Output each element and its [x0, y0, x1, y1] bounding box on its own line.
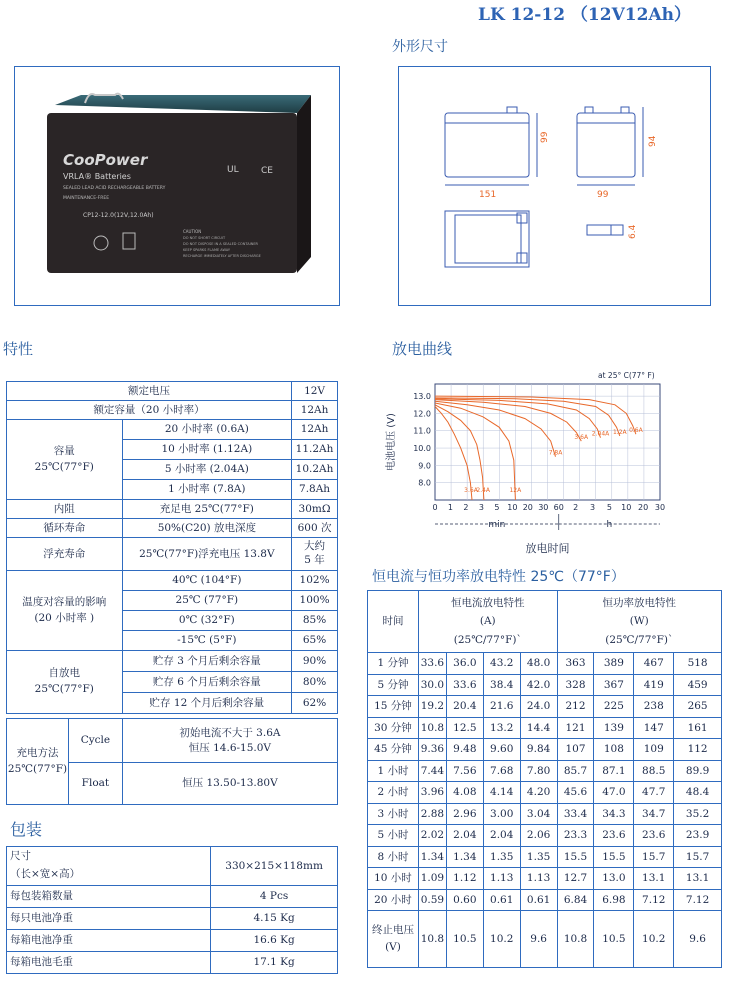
current-cell: 0.61 — [483, 889, 520, 911]
end-voltage-cell: 10.2 — [483, 911, 520, 968]
curve-label: 1.2A — [612, 428, 627, 436]
power-cell: 23.6 — [594, 825, 634, 847]
current-cell: 2.02 — [418, 825, 446, 847]
rated-voltage-value: 12V — [292, 382, 338, 401]
discharge-curve-chart — [380, 362, 680, 560]
self-discharge-row-label: 贮存 3 个月后剩余容量 — [122, 651, 292, 672]
packing-row-value: 16.6 Kg — [211, 930, 338, 952]
current-cell: 9.36 — [418, 739, 446, 761]
current-cell: 1.09 — [418, 868, 446, 890]
current-cell: 2.88 — [418, 803, 446, 825]
current-header — [418, 591, 557, 653]
end-voltage-label — [368, 911, 419, 968]
table-row — [7, 847, 338, 886]
cycle-value-2: 恒压 14.6-15.0V — [188, 741, 272, 754]
power-header-3: (25℃/77°F)` — [605, 633, 674, 646]
power-header-2: (W) — [629, 615, 649, 628]
current-cell: 2.04 — [483, 825, 520, 847]
temp-effect-row-label: 25℃ (77°F) — [122, 591, 292, 611]
current-cell: 7.68 — [483, 760, 520, 782]
time-cell: 20 小时 — [368, 889, 419, 911]
power-cell: 419 — [634, 674, 674, 696]
power-cell: 328 — [557, 674, 594, 696]
time-cell: 2 小时 — [368, 782, 419, 804]
temp-effect-label-1: 温度对容量的影响 — [22, 595, 107, 608]
current-cell: 33.6 — [446, 674, 483, 696]
y-tick-label: 12.0 — [413, 409, 431, 419]
curve-label: 3.6A — [574, 434, 589, 442]
current-cell: 2.06 — [520, 825, 557, 847]
maint-text: MAINTENANCE-FREE — [63, 196, 110, 201]
cycle-life-value: 600 次 — [292, 519, 338, 538]
dim-length: 151 — [479, 190, 497, 200]
power-cell: 87.1 — [594, 760, 634, 782]
x-unit-min: min — [488, 520, 506, 530]
ul-mark: UL — [227, 165, 239, 175]
current-header-3: (25℃/77°F)` — [453, 633, 522, 646]
current-cell: 7.44 — [418, 760, 446, 782]
current-cell: 0.61 — [520, 889, 557, 911]
end-voltage-cell: 10.2 — [634, 911, 674, 968]
battery-photo-frame — [14, 66, 340, 306]
current-cell: 10.8 — [418, 717, 446, 739]
power-cell: 15.7 — [674, 846, 722, 868]
y-tick-label: 10.0 — [413, 444, 431, 454]
current-cell: 7.56 — [446, 760, 483, 782]
characteristics-heading: 特性 — [3, 340, 34, 358]
current-cell: 48.0 — [520, 653, 557, 675]
capacity-label-text: 容量 — [53, 444, 75, 457]
end-voltage-cell: 10.8 — [418, 911, 446, 968]
table-header-row — [368, 591, 722, 653]
x-tick-label: 20 — [638, 503, 649, 512]
current-cell: 0.59 — [418, 889, 446, 911]
power-cell: 15.5 — [557, 846, 594, 868]
charge-method-label-2: 25℃(77°F) — [7, 762, 68, 775]
table-row — [7, 382, 338, 401]
power-cell: 147 — [634, 717, 674, 739]
self-discharge-label — [7, 651, 123, 714]
rated-capacity-label: 额定容量（20 小时率） — [7, 401, 292, 420]
power-cell: 7.12 — [634, 889, 674, 911]
table-row — [7, 719, 338, 763]
dim-height-2: 94 — [648, 135, 658, 147]
packing-size-label-1: 尺寸 — [10, 850, 31, 863]
table-row — [7, 571, 338, 591]
internal-resistance-cond: 充足电 25℃(77°F) — [122, 500, 292, 519]
table-row — [368, 846, 722, 868]
current-cell: 20.4 — [446, 696, 483, 718]
power-cell: 161 — [674, 717, 722, 739]
end-voltage-cell: 9.6 — [520, 911, 557, 968]
time-cell: 15 分钟 — [368, 696, 419, 718]
dimension-drawing — [399, 67, 710, 305]
packing-table — [6, 846, 338, 974]
current-header-1: 恒电流放电特性 — [450, 596, 525, 609]
curve-label: 7.8A — [548, 449, 563, 457]
discharge-table — [367, 590, 722, 968]
table-row — [368, 739, 722, 761]
cycle-value-1: 初始电流不大于 3.6A — [179, 726, 281, 739]
float-life-value-1: 大约 — [304, 540, 326, 553]
desc-text: SEALED LEAD ACID RECHARGEABLE BATTERY — [63, 186, 166, 191]
power-cell: 34.7 — [634, 803, 674, 825]
capacity-row-value: 11.2Ah — [292, 440, 338, 460]
power-cell: 34.3 — [594, 803, 634, 825]
curve-label: 3.6A — [464, 487, 478, 494]
table-row — [368, 825, 722, 847]
power-cell: 23.6 — [634, 825, 674, 847]
time-cell: 45 分钟 — [368, 739, 419, 761]
current-cell: 14.4 — [520, 717, 557, 739]
vrla-text: VRLA® Batteries — [63, 172, 131, 181]
current-cell: 13.2 — [483, 717, 520, 739]
packing-size-label-2: （长×宽×高） — [10, 868, 81, 880]
current-cell: 4.20 — [520, 782, 557, 804]
float-life-value — [292, 538, 338, 571]
capacity-row-label: 1 小时率 (7.8A) — [122, 480, 292, 500]
x-tick-label: 60 — [553, 503, 564, 512]
table-row — [7, 886, 338, 908]
current-cell: 21.6 — [483, 696, 520, 718]
power-cell: 23.3 — [557, 825, 594, 847]
current-cell: 30.0 — [418, 674, 446, 696]
end-voltage-row — [368, 911, 722, 968]
end-voltage-cell: 9.6 — [674, 911, 722, 968]
power-cell: 467 — [634, 653, 674, 675]
end-voltage-cell: 10.5 — [446, 911, 483, 968]
cycle-value — [122, 719, 337, 763]
curve-label: 12A — [509, 487, 522, 494]
current-cell: 4.08 — [446, 782, 483, 804]
table-row — [368, 782, 722, 804]
time-cell: 5 分钟 — [368, 674, 419, 696]
power-cell: 107 — [557, 739, 594, 761]
power-cell: 6.98 — [594, 889, 634, 911]
table-row — [368, 803, 722, 825]
power-cell: 48.4 — [674, 782, 722, 804]
characteristics-table — [6, 381, 338, 714]
power-cell: 15.5 — [594, 846, 634, 868]
power-cell: 33.4 — [557, 803, 594, 825]
curve-label: 2.4A — [476, 487, 491, 494]
caution-line-1: DO NOT SHORT CIRCUIT — [183, 236, 226, 240]
capacity-row-label: 20 小时率 (0.6A) — [122, 420, 292, 440]
x-tick-label: 1 — [447, 503, 454, 512]
end-voltage-label-2: (V) — [385, 941, 401, 953]
temp-effect-row-label: 0℃ (32°F) — [122, 611, 292, 631]
packing-row-label: 每包装箱数量 — [7, 886, 211, 908]
table-row — [7, 952, 338, 974]
power-cell: 23.9 — [674, 825, 722, 847]
self-discharge-row-value: 90% — [292, 651, 338, 672]
y-tick-label: 9.0 — [418, 461, 431, 471]
self-discharge-label-2: 25℃(77°F) — [34, 683, 94, 695]
table-row — [7, 651, 338, 672]
power-cell: 13.1 — [674, 868, 722, 890]
dimensions-heading: 外形尺寸 — [392, 39, 448, 55]
current-cell: 1.34 — [446, 846, 483, 868]
table-row — [7, 930, 338, 952]
dim-height-1: 99 — [540, 131, 550, 143]
capacity-temp-text: 25℃(77°F) — [34, 460, 94, 473]
capacity-row-label: 10 小时率 (1.12A) — [122, 440, 292, 460]
power-cell: 45.6 — [557, 782, 594, 804]
x-tick-label: 3 — [478, 503, 484, 512]
power-cell: 265 — [674, 696, 722, 718]
current-cell: 36.0 — [446, 653, 483, 675]
current-cell: 33.6 — [418, 653, 446, 675]
end-voltage-cell: 10.8 — [557, 911, 594, 968]
model-text: CP12-12.0(12V,12.0Ah) — [83, 212, 154, 219]
table-row — [7, 908, 338, 930]
time-cell: 5 小时 — [368, 825, 419, 847]
temp-effect-row-label: -15℃ (5°F) — [122, 631, 292, 651]
power-cell: 139 — [594, 717, 634, 739]
power-cell: 7.12 — [674, 889, 722, 911]
current-cell: 42.0 — [520, 674, 557, 696]
table-row — [7, 538, 338, 571]
ce-mark: CE — [261, 166, 273, 176]
table-row — [368, 696, 722, 718]
packing-row-label: 每只电池净重 — [7, 908, 211, 930]
capacity-row-value: 10.2Ah — [292, 460, 338, 480]
rated-capacity-value: 12Ah — [292, 401, 338, 420]
power-cell: 212 — [557, 696, 594, 718]
temp-effect-label-2: (20 小时率 ) — [34, 611, 95, 624]
time-cell: 3 小时 — [368, 803, 419, 825]
power-cell: 35.2 — [674, 803, 722, 825]
current-cell: 9.60 — [483, 739, 520, 761]
caution-line-2: DO NOT DISPOSE IN A SEALED CONTAINER — [183, 242, 258, 246]
table-row — [7, 420, 338, 440]
current-cell: 2.04 — [446, 825, 483, 847]
table-row — [368, 889, 722, 911]
curve-2.4A — [435, 405, 484, 500]
y-tick-label: 11.0 — [413, 426, 431, 436]
brand-logo: CooPower — [63, 151, 148, 169]
power-cell: 363 — [557, 653, 594, 675]
self-discharge-row-value: 80% — [292, 672, 338, 693]
caution-text: CAUTION — [183, 229, 202, 234]
self-discharge-row-label: 贮存 6 个月后剩余容量 — [122, 672, 292, 693]
table-row — [368, 674, 722, 696]
y-axis-label: 电池电压 (V) — [386, 413, 397, 471]
table-row — [368, 717, 722, 739]
dim-terminal: 6.4 — [628, 224, 638, 239]
cycle-life-label: 循环寿命 — [7, 519, 123, 538]
power-cell: 121 — [557, 717, 594, 739]
capacity-row-label: 5 小时率 (2.04A) — [122, 460, 292, 480]
power-cell: 47.0 — [594, 782, 634, 804]
end-voltage-label-1: 终止电压 — [371, 924, 414, 937]
curve-label: 0.6A — [629, 427, 643, 435]
power-header — [557, 591, 721, 653]
time-cell: 8 小时 — [368, 846, 419, 868]
const-discharge-heading: 恒电流与恒功率放电特性 25℃（77°F） — [372, 569, 625, 585]
caution-line-4: RECHARGE IMMEDIATELY AFTER DISCHARGE — [183, 254, 261, 258]
x-tick-label: 5 — [606, 503, 612, 512]
x-unit-h: h — [606, 520, 613, 530]
time-cell: 1 分钟 — [368, 653, 419, 675]
power-cell: 459 — [674, 674, 722, 696]
current-cell: 38.4 — [483, 674, 520, 696]
power-cell: 6.84 — [557, 889, 594, 911]
x-tick-label: 10 — [621, 503, 632, 512]
power-header-1: 恒功率放电特性 — [602, 596, 677, 609]
temp-effect-row-value: 102% — [292, 571, 338, 591]
curve-3.6A — [435, 400, 581, 442]
float-life-cond: 25℃(77°F)浮充电压 13.8V — [122, 538, 292, 571]
current-cell: 1.34 — [418, 846, 446, 868]
power-cell: 109 — [634, 739, 674, 761]
power-cell: 225 — [594, 696, 634, 718]
x-tick-label: 20 — [522, 503, 533, 512]
x-tick-label: 3 — [589, 503, 596, 512]
x-tick-label: 5 — [494, 503, 500, 512]
y-tick-label: 8.0 — [418, 478, 431, 488]
packing-size-label — [7, 847, 211, 886]
power-cell: 88.5 — [634, 760, 674, 782]
power-cell: 238 — [634, 696, 674, 718]
charge-method-label — [7, 719, 69, 805]
temp-effect-row-label: 40℃ (104°F) — [122, 571, 292, 591]
capacity-label — [7, 420, 123, 500]
power-cell: 367 — [594, 674, 634, 696]
capacity-row-value: 12Ah — [292, 420, 338, 440]
current-cell: 12.5 — [446, 717, 483, 739]
x-tick-label: 2 — [573, 503, 579, 512]
x-axis-label: 放电时间 — [525, 542, 570, 555]
float-life-label: 浮充寿命 — [7, 538, 123, 571]
table-row — [7, 401, 338, 420]
current-cell: 1.12 — [446, 868, 483, 890]
cycle-label: Cycle — [68, 719, 122, 763]
y-tick-label: 13.0 — [413, 392, 431, 402]
rated-voltage-label: 额定电压 — [7, 382, 292, 401]
page-title: LK 12-12 （12V12Ah） — [478, 5, 691, 25]
discharge-curve-heading: 放电曲线 — [392, 340, 453, 358]
power-cell: 518 — [674, 653, 722, 675]
power-cell: 108 — [594, 739, 634, 761]
current-cell: 1.35 — [520, 846, 557, 868]
float-label: Float — [68, 763, 122, 805]
battery-image — [15, 67, 339, 305]
capacity-row-value: 7.8Ah — [292, 480, 338, 500]
temp-effect-row-value: 100% — [292, 591, 338, 611]
self-discharge-row-label: 贮存 12 个月后剩余容量 — [122, 693, 292, 714]
current-header-2: (A) — [479, 615, 496, 628]
current-cell: 4.14 — [483, 782, 520, 804]
chart-title: at 25° C(77° F) — [598, 371, 655, 380]
current-cell: 3.96 — [418, 782, 446, 804]
temp-effect-label — [7, 571, 123, 651]
power-cell: 47.7 — [634, 782, 674, 804]
power-cell: 15.7 — [634, 846, 674, 868]
self-discharge-row-value: 62% — [292, 693, 338, 714]
temp-effect-row-value: 85% — [292, 611, 338, 631]
curve-0.6A — [435, 396, 636, 434]
dimension-drawing-frame — [398, 66, 711, 306]
packing-size-value: 330×215×118mm — [211, 847, 338, 886]
packing-row-label: 每箱电池净重 — [7, 930, 211, 952]
time-cell: 10 小时 — [368, 868, 419, 890]
current-cell: 1.13 — [520, 868, 557, 890]
table-row — [7, 500, 338, 519]
current-cell: 1.35 — [483, 846, 520, 868]
x-tick-label: 30 — [538, 503, 549, 512]
table-row — [368, 653, 722, 675]
internal-resistance-label: 内阻 — [7, 500, 123, 519]
x-tick-label: 10 — [507, 503, 518, 512]
current-cell: 9.84 — [520, 739, 557, 761]
current-cell: 9.48 — [446, 739, 483, 761]
packing-row-value: 4 Pcs — [211, 886, 338, 908]
current-cell: 0.60 — [446, 889, 483, 911]
end-voltage-cell: 10.5 — [594, 911, 634, 968]
dim-width: 99 — [597, 190, 609, 200]
power-cell: 13.1 — [634, 868, 674, 890]
time-header: 时间 — [368, 591, 419, 653]
curve-label: 2.04A — [591, 430, 610, 438]
charge-method-label-1: 充电方法 — [16, 746, 59, 759]
x-tick-label: 0 — [432, 503, 438, 512]
charge-method-table — [6, 718, 338, 805]
current-cell: 1.13 — [483, 868, 520, 890]
float-value: 恒压 13.50-13.80V — [122, 763, 337, 805]
power-cell: 85.7 — [557, 760, 594, 782]
current-cell: 7.80 — [520, 760, 557, 782]
power-cell: 389 — [594, 653, 634, 675]
power-cell: 13.0 — [594, 868, 634, 890]
internal-resistance-value: 30mΩ — [292, 500, 338, 519]
x-tick-label: 30 — [654, 503, 666, 512]
curve-3.6A — [435, 407, 472, 501]
table-row — [368, 868, 722, 890]
table-row — [368, 760, 722, 782]
current-cell: 24.0 — [520, 696, 557, 718]
current-cell: 3.04 — [520, 803, 557, 825]
caution-line-3: KEEP SPARKS FLAME AWAY — [183, 248, 231, 252]
packing-row-label: 每箱电池毛重 — [7, 952, 211, 974]
self-discharge-label-1: 自放电 — [48, 667, 81, 680]
curve-12A — [435, 403, 515, 500]
time-cell: 1 小时 — [368, 760, 419, 782]
cycle-life-cond: 50%(C20) 放电深度 — [122, 519, 292, 538]
x-tick-label: 2 — [463, 503, 469, 512]
power-cell: 12.7 — [557, 868, 594, 890]
power-cell: 112 — [674, 739, 722, 761]
float-life-value-2: 5 年 — [304, 554, 325, 566]
current-cell: 43.2 — [483, 653, 520, 675]
packing-row-value: 17.1 Kg — [211, 952, 338, 974]
current-cell: 2.96 — [446, 803, 483, 825]
current-cell: 3.00 — [483, 803, 520, 825]
power-cell: 89.9 — [674, 760, 722, 782]
table-row — [7, 519, 338, 538]
time-cell: 30 分钟 — [368, 717, 419, 739]
packing-row-value: 4.15 Kg — [211, 908, 338, 930]
temp-effect-row-value: 65% — [292, 631, 338, 651]
current-cell: 19.2 — [418, 696, 446, 718]
packing-heading: 包装 — [10, 820, 43, 839]
